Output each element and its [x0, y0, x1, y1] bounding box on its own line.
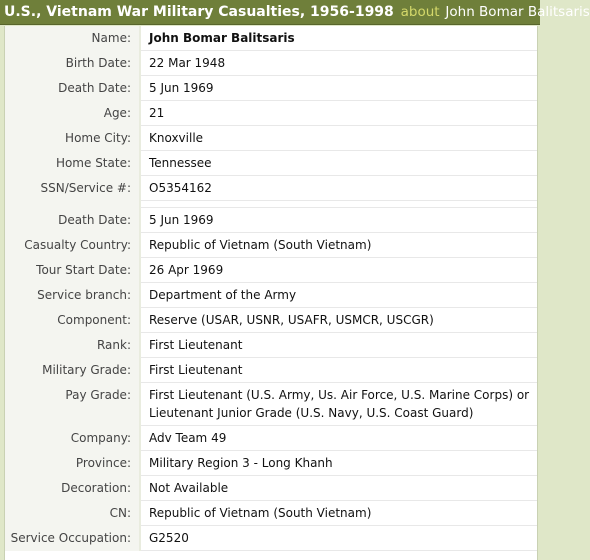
- section-divider: [5, 201, 537, 208]
- table-row: [5, 176, 537, 201]
- field-label-death-date-2: Death Date:: [5, 208, 140, 233]
- table-row: [5, 501, 537, 526]
- table-row: [5, 308, 537, 333]
- field-value-age: 21: [140, 101, 537, 126]
- table-row: [5, 208, 537, 233]
- table-row: [5, 126, 537, 151]
- table-row: [5, 283, 537, 308]
- field-value-decoration: Not Available: [140, 476, 537, 501]
- field-value-tour-start-date: 26 Apr 1969: [140, 258, 537, 283]
- person-name-header: John Bomar Balitsaris: [445, 4, 590, 20]
- table-row: [5, 383, 537, 426]
- field-value-ssn: O5354162: [140, 176, 537, 201]
- table-row: [5, 101, 537, 126]
- table-row: [5, 258, 537, 283]
- field-value-province: Military Region 3 - Long Khanh: [140, 451, 537, 476]
- table-row: [5, 451, 537, 476]
- field-label-service-occupation: Service Occupation:: [5, 526, 140, 551]
- table-row: [5, 358, 537, 383]
- table-row: [5, 476, 537, 501]
- field-label-home-state: Home State:: [5, 151, 140, 176]
- field-value-pay-grade: First Lieutenant (U.S. Army, Us. Air Force, U.S. Marine Corps) or Lieutenant Junior Grade (U.S. Navy, U.S. Coast Guard): [140, 383, 537, 426]
- field-label-home-city: Home City:: [5, 126, 140, 151]
- table-row: [5, 51, 537, 76]
- field-label-rank: Rank:: [5, 333, 140, 358]
- field-value-military-grade: First Lieutenant: [140, 358, 537, 383]
- about-text: about: [400, 4, 440, 20]
- field-value-service-occupation: G2520: [140, 526, 537, 551]
- table-row: [5, 333, 537, 358]
- field-value-service-branch: Department of the Army: [140, 283, 537, 308]
- field-label-death-date: Death Date:: [5, 76, 140, 101]
- field-label-pay-grade: Pay Grade:: [5, 383, 140, 426]
- field-label-birth-date: Birth Date:: [5, 51, 140, 76]
- record-detail-table: [5, 26, 537, 551]
- field-label-decoration: Decoration:: [5, 476, 140, 501]
- field-label-province: Province:: [5, 451, 140, 476]
- record-header: [0, 0, 590, 25]
- field-label-tour-start-date: Tour Start Date:: [5, 258, 140, 283]
- field-label-military-grade: Military Grade:: [5, 358, 140, 383]
- field-label-service-branch: Service branch:: [5, 283, 140, 308]
- field-label-casualty-country: Casualty Country:: [5, 233, 140, 258]
- table-row: [5, 26, 537, 51]
- field-value-birth-date: 22 Mar 1948: [140, 51, 537, 76]
- field-label-name: Name:: [5, 26, 140, 51]
- field-value-company: Adv Team 49: [140, 426, 537, 451]
- field-label-cn: CN:: [5, 501, 140, 526]
- field-value-home-city: Knoxville: [140, 126, 537, 151]
- field-label-component: Component:: [5, 308, 140, 333]
- field-label-age: Age:: [5, 101, 140, 126]
- table-row: [5, 76, 537, 101]
- record-detail-panel: [4, 26, 538, 560]
- field-value-death-date: 5 Jun 1969: [140, 76, 537, 101]
- field-label-ssn: SSN/Service #:: [5, 176, 140, 201]
- field-value-home-state: Tennessee: [140, 151, 537, 176]
- table-row: [5, 526, 537, 551]
- field-value-casualty-country: Republic of Vietnam (South Vietnam): [140, 233, 537, 258]
- field-value-component: Reserve (USAR, USNR, USAFR, USMCR, USCGR): [140, 308, 537, 333]
- table-row: [5, 233, 537, 258]
- field-value-rank: First Lieutenant: [140, 333, 537, 358]
- field-label-company: Company:: [5, 426, 140, 451]
- field-value-cn: Republic of Vietnam (South Vietnam): [140, 501, 537, 526]
- table-row: [5, 151, 537, 176]
- collection-title[interactable]: U.S., Vietnam War Military Casualties, 1956-1998: [4, 4, 394, 20]
- field-value-name: John Bomar Balitsaris: [140, 26, 537, 51]
- table-row: [5, 426, 537, 451]
- field-value-death-date-2: 5 Jun 1969: [140, 208, 537, 233]
